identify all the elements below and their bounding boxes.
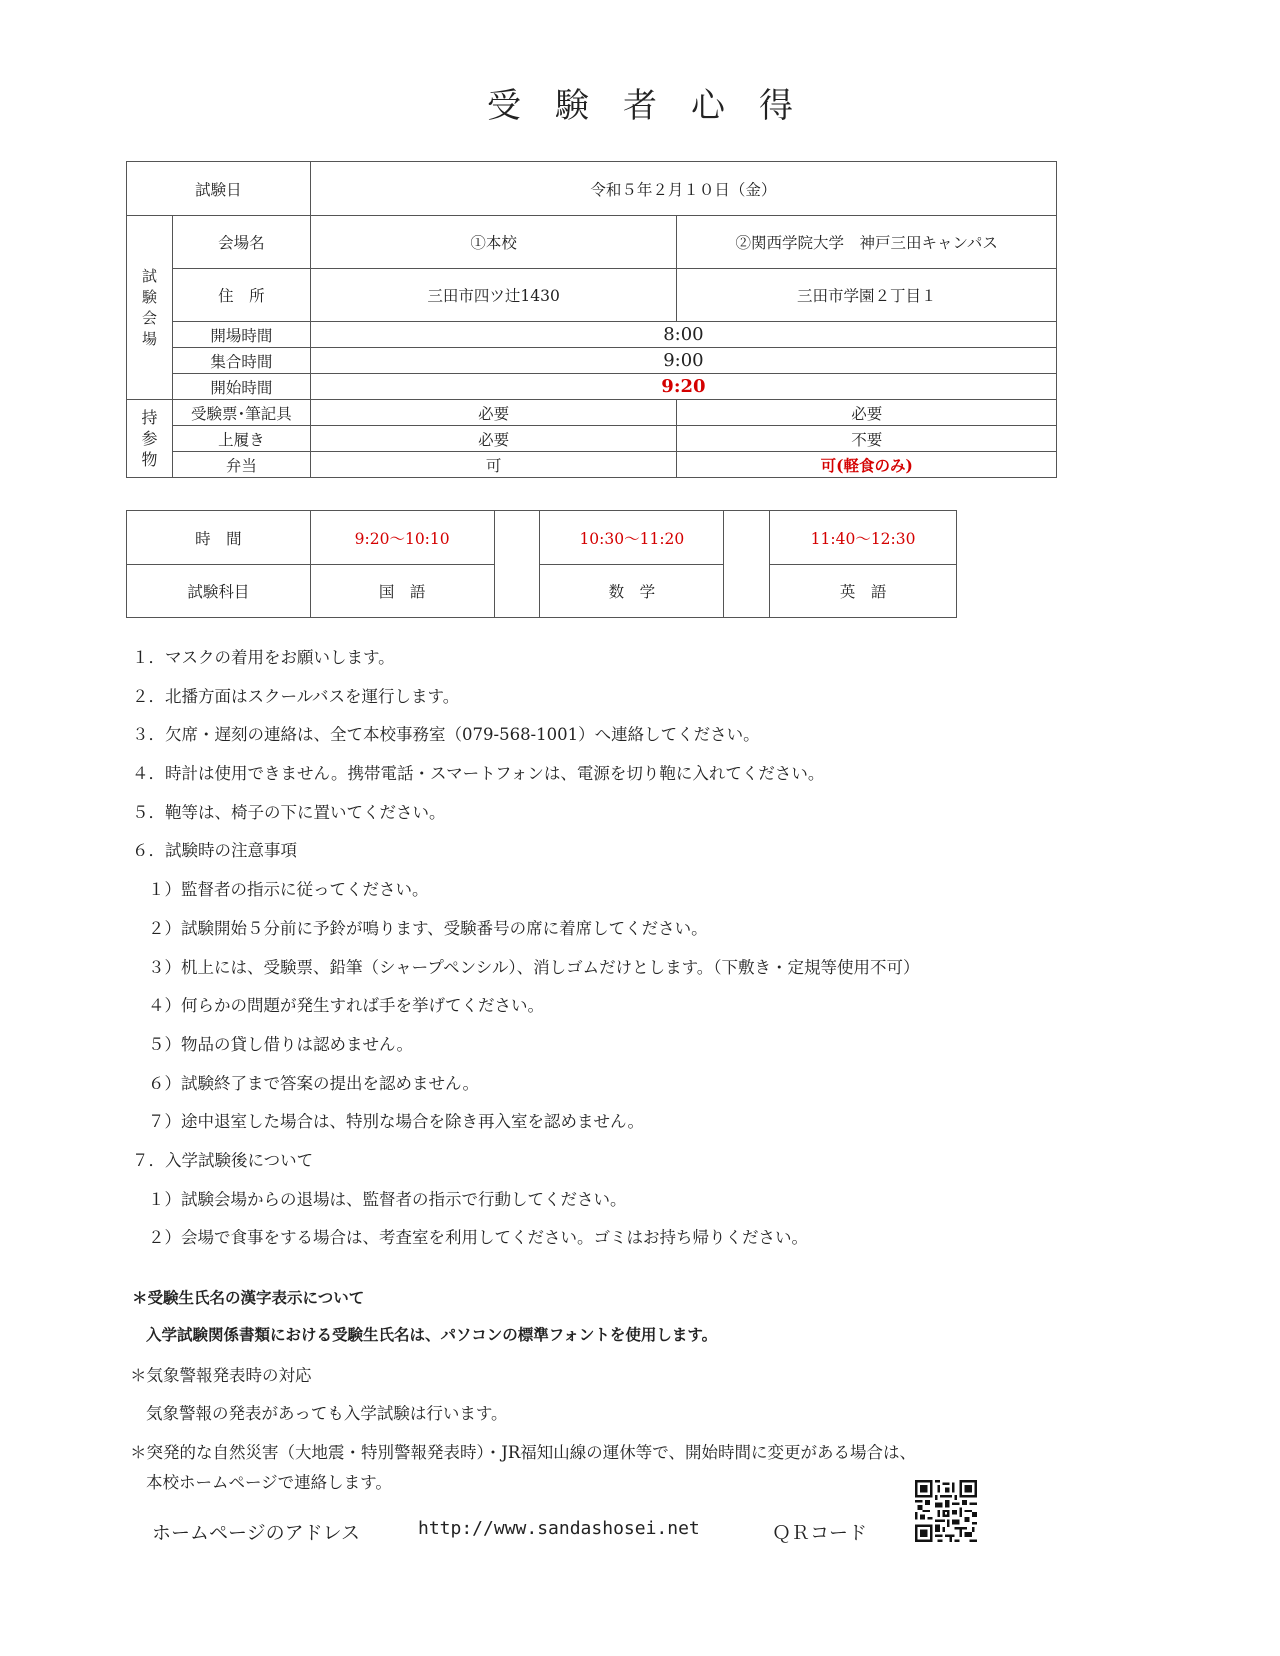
shoes-venue1: 必要: [310, 426, 677, 452]
homepage-url[interactable]: http://www.sandashosei.net: [418, 1518, 700, 1539]
page-title: 受験者心得: [487, 86, 827, 126]
open-time-label: 開場時間: [172, 322, 310, 348]
homepage-label: ホームページのアドレス: [152, 1522, 361, 1544]
address-label: 住 所: [172, 269, 310, 322]
gather-time: 9:00: [310, 348, 1056, 374]
period3-subject: 英 語: [770, 565, 957, 618]
rules-list: [132, 648, 1192, 1267]
shoes-label: 上履き: [172, 426, 310, 452]
exam-date-label: 試験日: [127, 162, 311, 216]
start-time: 9:20: [310, 374, 1056, 400]
rule-item: ２．北播方面はスクールバスを運行します。: [132, 686, 460, 706]
period1-time: 9:20～10:10: [310, 511, 494, 565]
lunch-venue1: 可: [310, 452, 677, 478]
rule-subitem: ２）会場で食事をする場合は、考査室を利用してください。ゴミはお持ち帰りください。: [148, 1228, 808, 1248]
gather-time-label: 集合時間: [172, 348, 310, 374]
lunch-label: 弁当: [172, 452, 310, 478]
rule-subitem: １）試験会場からの退場は、監督者の指示で行動してください。: [148, 1189, 627, 1209]
rule-item: ４．時計は使用できません。携帯電話・スマートフォンは、電源を切り鞄に入れてください。: [132, 764, 825, 784]
rule-item: ３．欠席・遅刻の連絡は、全て本校事務室（079-568-1001）へ連絡してください。: [132, 725, 760, 745]
venue-name-label: 会場名: [172, 216, 310, 269]
lunch-venue2: 可(軽食のみ): [677, 452, 1057, 478]
rule-subitem: ６）試験終了まで答案の提出を認めません。: [148, 1073, 479, 1093]
qr-code-icon[interactable]: [915, 1480, 977, 1542]
start-time-label: 開始時間: [172, 374, 310, 400]
weather-heading: ＊気象警報発表時の対応: [130, 1366, 312, 1385]
kanji-heading: ＊受験生氏名の漢字表示について: [132, 1289, 365, 1307]
rule-subitem: １）監督者の指示に従ってください。: [148, 880, 429, 900]
rule-item: ７．入学試験後について: [132, 1150, 314, 1170]
venue1-address: 三田市四ツ辻1430: [310, 269, 677, 322]
schedule-table: [126, 510, 957, 618]
rule-item: １．マスクの着用をお願いします。: [132, 648, 395, 667]
open-time: 8:00: [310, 322, 1056, 348]
kanji-body: 入学試験関係書類における受験生氏名は、パソコンの標準フォントを使用します。: [146, 1326, 718, 1344]
venue1-name: ①本校: [310, 216, 677, 269]
period2-subject: 数 学: [540, 565, 724, 618]
subject-label: 試験科目: [127, 565, 311, 618]
ticket-venue1: 必要: [310, 400, 677, 426]
rule-subitem: ７）途中退室した場合は、特別な場合を除き再入室を認めません。: [148, 1112, 644, 1132]
items-group-label: 持参物: [127, 400, 173, 478]
rule-subitem: ５）物品の貸し借りは認めません。: [148, 1034, 413, 1054]
ticket-label: 受験票･筆記具: [172, 400, 310, 426]
rule-subitem: ２）試験開始５分前に予鈴が鳴ります、受験番号の席に着席してください。: [148, 918, 708, 938]
weather-body: 気象警報の発表があっても入学試験は行います。: [146, 1404, 508, 1423]
period1-subject: 国 語: [310, 565, 494, 618]
period3-time: 11:40～12:30: [770, 511, 957, 565]
qr-label: ＱＲコード: [772, 1522, 868, 1544]
venue-group-label: 試験会場: [127, 216, 173, 400]
rule-item: ５．鞄等は、椅子の下に置いてください。: [132, 802, 446, 822]
disaster-line1: ＊突発的な自然災害（大地震・特別警報発表時）・JR福知山線の運休等で、開始時間に変更がある場合は、: [130, 1443, 916, 1462]
rule-subitem: ４）何らかの問題が発生すれば手を挙げてください。: [148, 996, 544, 1016]
rule-item: ６．試験時の注意事項: [132, 841, 297, 861]
period2-time: 10:30～11:20: [540, 511, 724, 565]
break-cell: [494, 511, 540, 618]
ticket-venue2: 必要: [677, 400, 1057, 426]
exam-date-value: 令和５年２月１０日（金）: [310, 162, 1056, 216]
venue2-address: 三田市学園２丁目１: [677, 269, 1057, 322]
venue2-name: ②関西学院大学 神戸三田キャンパス: [677, 216, 1057, 269]
rule-subitem: ３）机上には、受験票、鉛筆（シャープペンシル）、消しゴムだけとします。（下敷き・定規等使用不可）: [148, 957, 920, 977]
exam-info-table: [126, 161, 1057, 478]
time-label: 時 間: [127, 511, 311, 565]
disaster-line2: 本校ホームページで連絡します。: [146, 1473, 392, 1492]
break-cell: [724, 511, 770, 618]
shoes-venue2: 不要: [677, 426, 1057, 452]
